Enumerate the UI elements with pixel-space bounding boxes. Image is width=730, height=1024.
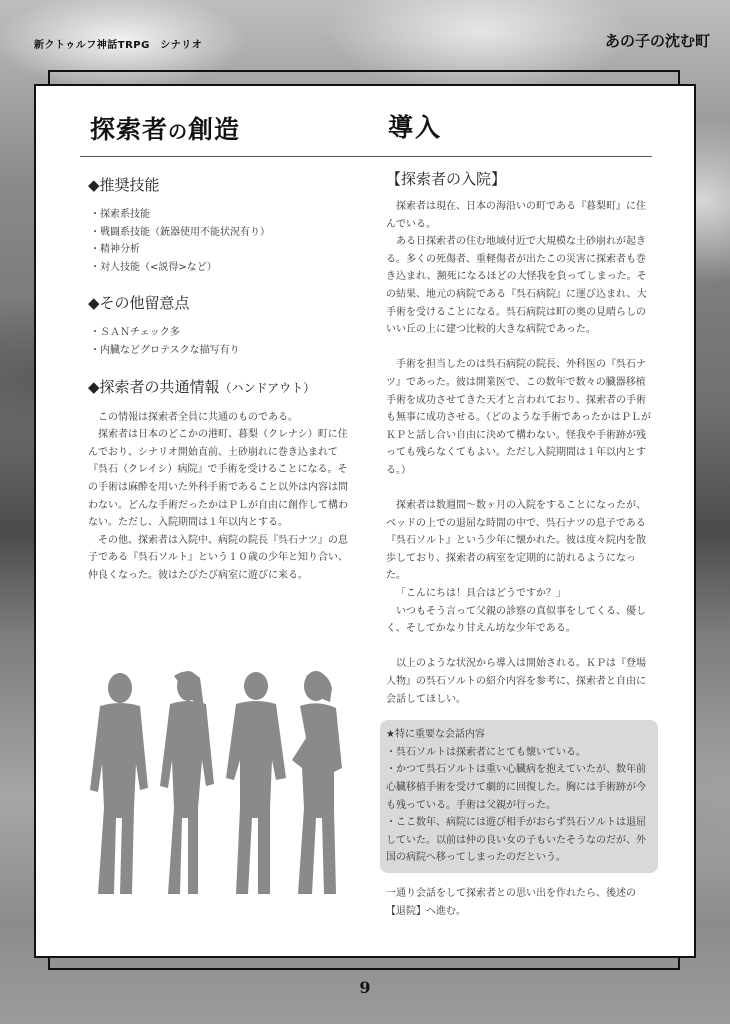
note-item: ・ここ数年、病院には遊び相手がおらず呉石ソルトは退屈していた。以前は仲の良い女の子もいたそうなのだが、外国の病院へ移ってしまったのだという。 — [386, 817, 646, 864]
hospitalization-heading: 【探索者の入院】 — [386, 170, 507, 188]
skill-item: ・戦闘系技能（銃器使用不能状況有り） — [90, 226, 270, 238]
shared-info-heading: ◆探索者の共通情報（ハンドアウト） — [88, 377, 316, 396]
intro-paragraph: ある日探索者の住む地域付近で大規模な土砂崩れが起きる。多くの死傷者、重軽傷者が出たこの災害に探索者も巻き込まれ、瀕死になるほどの大怪我を負ってしまった。その結果、地元の病院である『呉石病院』に運び込まれ、大手術を受けることになる。呉石病院は町の奥の見晴らしのいい丘の上に建つ比較的大きな病院であった。 — [386, 236, 647, 336]
silhouette-man-right — [226, 672, 286, 894]
closing-paragraph: 一通り会話をして探索者との思い出を作れたら、後述の【退院】へ進む。 — [386, 887, 636, 917]
note-item: ・かつて呉石ソルトは重い心臓病を抱えていたが、数年前心臓移植手術を受けて劇的に回復した。胸には手術跡が今も残っている。手術は父親が行った。 — [386, 764, 646, 811]
note-item: ・呉石ソルトは探索者にとても懐いている。 — [386, 746, 586, 758]
important-conversation-box — [380, 720, 658, 873]
intro-paragraph: 探索者は数週間～数ヶ月の入院をすることになったが、ベッドの上での退屈な時間の中で、呉石ナツの息子である『呉石ソルト』という少年に懐かれた。彼は度々院内を散歩しており、探索者の病室を定期的に訪れるようになった。 — [386, 500, 646, 582]
intro-paragraph: 探索者は現在、日本の海沿いの町である『暮梨町』に住んでいる。 — [386, 201, 646, 230]
silhouette-woman-left — [160, 671, 214, 894]
recommended-skills-heading: ◆推奨技能 — [88, 176, 160, 194]
page-number: 9 — [359, 978, 371, 997]
investigators-silhouette-image — [76, 668, 356, 900]
intro-paragraph: 以上のような状況から導入は開始される。ＫＰは『登場人物』の呉石ソルトの紹介内容を参考に、探索者と自由に会話してほしい。 — [386, 658, 646, 705]
section-title-intro: 導入 — [388, 113, 443, 142]
intro-paragraph: 手術を担当したのは呉石病院の院長、外科医の『呉石ナツ』であった。彼は開業医で、この数年で数々の臓器移植手術を成功させてきた天才と言われており、探索者の手術も無事に成功させる。（どのような手術であったかはＰＬがＫＰと話し合い自由に決めて構わない。怪我や手術跡が残っても残らなくてもよい。ただし入院期間は１年以内とする。） — [386, 359, 651, 476]
caution-item: ・ＳＡＮチェック多 — [90, 327, 180, 339]
section-title-creation: 探索者の創造 — [90, 115, 241, 144]
right-column — [386, 168, 654, 920]
intro-paragraph: いつもそう言って父親の診察の真似事をしてくる、優しく、そしてかなり甘えん坊な少年である。 — [386, 605, 646, 635]
title-divider — [80, 156, 652, 157]
shared-info-paragraph: その他、探索者は入院中、病院の院長『呉石ナツ』の息子である『呉石ソルト』という１０歳の少年と知り合い、仲良くなった。彼はたびたび病室に遊びに来る。 — [88, 534, 348, 581]
silhouette-man-left — [90, 673, 148, 894]
skill-item: ・探索系技能 — [90, 209, 150, 220]
scenario-title: あの子の沈む町 — [604, 32, 710, 50]
scenario-label: 新クトゥルフ神話TRPG シナリオ — [34, 40, 203, 51]
note-title: ★特に重要な会話内容 — [386, 729, 485, 741]
caution-item: ・内臓などグロテスクな描写有り — [90, 344, 240, 356]
skill-item: ・精神分析 — [90, 244, 140, 256]
intro-quote: 「こんにちは！具合はどうですか？」 — [396, 588, 566, 600]
skill-item: ・対人技能（<説得>など） — [90, 261, 217, 273]
silhouette-woman-right — [292, 671, 342, 894]
other-notes-heading: ◆その他留意点 — [88, 294, 190, 313]
left-column — [88, 174, 350, 585]
page-sheet — [34, 84, 696, 958]
shared-info-paragraph: この情報は探索者全員に共通のものである。 — [98, 411, 298, 423]
shared-info-paragraph: 探索者は日本のどこかの港町、暮梨（クレナシ）町に住んでおり、シナリオ開始直前、土砂崩れに巻き込まれて『呉石（クレイシ）病院』で手術を受けることになる。その手術は麻酔を用いた外科手術であること以外は内容は問わない。どんな手術だったかはＰＬが自由に創作して構わない。ただし、入院期間は１年以内とする。 — [88, 429, 348, 529]
